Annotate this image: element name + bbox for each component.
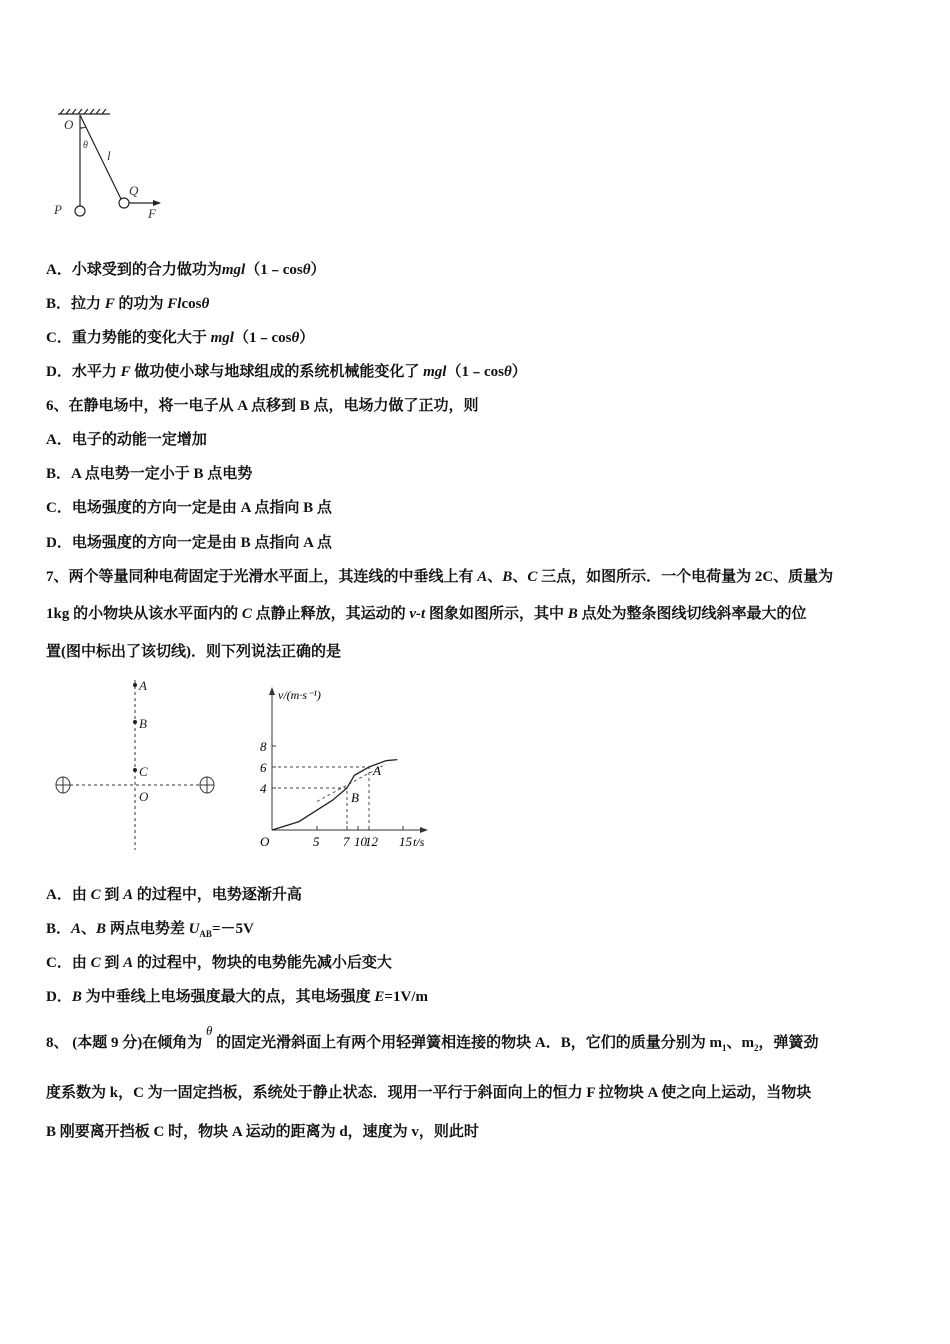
string-oq: [80, 115, 121, 199]
text-segment: C．电场强度的方向一定是由 A 点指向 B 点: [46, 500, 332, 516]
label-q: Q: [129, 183, 139, 198]
text-segment: A: [123, 887, 134, 903]
text-segment: B．拉力: [46, 296, 105, 312]
text-segment: C: [90, 955, 101, 971]
text-segment: A: [477, 569, 488, 585]
text-segment: AB: [199, 929, 212, 939]
point-label-A: A: [373, 763, 381, 778]
text-segment: F: [104, 296, 115, 312]
y-tick-label: 6: [260, 760, 267, 775]
q7-option-d: [46, 987, 428, 1007]
x-tick-label: 5: [313, 834, 320, 849]
text-segment: D．电场强度的方向一定是由 B 点指向 A 点: [46, 535, 332, 551]
point-label-B: B: [351, 790, 359, 805]
text-segment: 8、 (本题 9 分)在倾角为: [46, 1035, 206, 1051]
text-segment: （1﹣cos: [245, 262, 303, 278]
y-tick-label: 8: [260, 739, 267, 754]
label-l: l: [107, 148, 111, 163]
text-segment: 2: [753, 1043, 759, 1053]
text-segment: cos: [181, 296, 202, 312]
text-segment: 6、在静电场中，将一电子从 A 点移到 B 点，电场力做了正功，则: [46, 398, 479, 414]
text-segment: B: [567, 606, 578, 622]
q7-stem-1: [46, 567, 833, 587]
text-segment: θ: [291, 330, 300, 346]
q5-option-b: [46, 294, 209, 314]
q8-stem-1: [46, 1023, 819, 1058]
text-segment: 的固定光滑斜面上有两个用轻弹簧相连接的物块 A．B，它们的质量分别为 m: [212, 1035, 722, 1051]
text-segment: 图象如图所示，其中: [425, 606, 568, 622]
q6-stem: [46, 396, 479, 416]
text-segment: B: [502, 569, 513, 585]
text-segment: 度系数为 k，C 为一固定挡板，系统处于静止状态．现用一平行于斜面向上的恒力 F 拉物块 A 使之向上运动，当物块: [46, 1085, 812, 1101]
q7-stem-2: [46, 604, 807, 624]
x-axis-arrow-icon: [420, 827, 428, 833]
text-segment: ，弹簧劲: [758, 1035, 819, 1051]
q7-option-c: [46, 953, 392, 973]
x-axis-label: t/s: [413, 835, 425, 849]
ball-q: [119, 198, 129, 208]
text-segment: B: [71, 989, 82, 1005]
text-segment: D．: [46, 989, 72, 1005]
text-segment: U: [188, 921, 200, 937]
text-segment: 三点，如图所示．一个电荷量为 2C、质量为: [537, 569, 834, 585]
text-segment: 置(图中标出了该切线)．则下列说法正确的是: [46, 644, 341, 660]
label-o: O: [64, 117, 74, 132]
charges-figure: [40, 670, 270, 870]
q6-option-c: [46, 498, 332, 518]
plus-charge-icon: [56, 777, 70, 793]
text-segment: C: [527, 569, 538, 585]
text-segment: mgl: [423, 364, 447, 380]
text-segment: ）: [511, 364, 527, 380]
text-segment: ）: [310, 262, 326, 278]
x-tick-label: 7: [343, 834, 350, 849]
text-segment: 7、两个等量同种电荷固定于光滑水平面上，其连线的中垂线上有: [46, 569, 478, 585]
x-tick-label: 10: [354, 834, 367, 849]
text-segment: D．水平力: [46, 364, 121, 380]
point-a-label: A: [139, 678, 147, 693]
y-axis-label: v/(m·s⁻¹): [278, 688, 321, 702]
x-tick-label: 12: [365, 834, 378, 849]
text-segment: A．小球受到的合力做功为: [46, 262, 222, 278]
text-segment: A: [123, 955, 134, 971]
q7-stem-3: [46, 642, 341, 662]
text-segment: v-t: [409, 606, 426, 622]
text-segment: B: [96, 921, 107, 937]
text-segment: 点处为整条图线切线斜率最大的位: [577, 606, 807, 622]
ceiling-hatch: [60, 109, 106, 114]
text-segment: 、: [512, 569, 528, 585]
text-segment: B．A 点电势一定小于 B 点电势: [46, 466, 253, 482]
text-segment: B 刚要离开挡板 C 时，物块 A 运动的距离为 d，速度为 v，则此时: [46, 1124, 479, 1140]
pendulum-figure: [0, 0, 950, 240]
text-segment: ）: [299, 330, 315, 346]
plus-charge-icon: [200, 777, 214, 793]
y-axis-arrow-icon: [269, 687, 275, 695]
text-segment: 两点电势差: [106, 921, 189, 937]
q5-option-d: [46, 362, 527, 382]
text-segment: =－5V: [211, 921, 254, 937]
guide-line-B: [272, 788, 347, 830]
text-segment: C: [90, 887, 101, 903]
q5-option-a: [46, 260, 326, 280]
text-segment: mgl: [221, 262, 246, 278]
q8-stem-2: [46, 1083, 811, 1103]
q6-option-d: [46, 533, 332, 553]
q7-option-a: [46, 885, 302, 905]
text-segment: θ: [302, 262, 311, 278]
angle-arc: [80, 127, 86, 128]
q7-option-b: [46, 919, 254, 944]
text-segment: θ: [503, 364, 512, 380]
text-segment: Fl: [167, 296, 182, 312]
text-segment: 、: [487, 569, 503, 585]
text-segment: θ: [206, 1023, 213, 1038]
text-segment: F: [120, 364, 131, 380]
text-segment: 做功使小球与地球组成的系统机械能变化了: [130, 364, 424, 380]
text-segment: E: [374, 989, 385, 1005]
q6-option-a: [46, 430, 207, 450]
q8-stem-3: [46, 1122, 479, 1142]
label-p: P: [54, 202, 62, 217]
text-segment: =1V/m: [384, 989, 428, 1005]
text-segment: 的过程中，物块的电势能先减小后变大: [133, 955, 392, 971]
text-segment: （1﹣cos: [233, 330, 292, 346]
point-c-label: C: [139, 764, 148, 779]
text-segment: A．电子的动能一定增加: [46, 432, 207, 448]
vt-chart: [250, 675, 450, 865]
text-segment: （1﹣cos: [446, 364, 504, 380]
text-segment: 到: [100, 887, 124, 903]
text-segment: 到: [100, 955, 124, 971]
q5-option-c: [46, 328, 314, 348]
x-tick-label: 15: [399, 834, 412, 849]
q6-option-b: [46, 464, 252, 484]
point-o-label: O: [139, 789, 149, 804]
text-segment: A．由: [46, 887, 91, 903]
label-f: F: [148, 206, 156, 221]
text-segment: A: [71, 921, 82, 937]
text-segment: 的功为: [114, 296, 168, 312]
text-segment: 、m: [726, 1035, 754, 1051]
text-segment: mgl: [210, 330, 234, 346]
text-segment: C．重力势能的变化大于: [46, 330, 211, 346]
origin-label: O: [260, 834, 270, 849]
text-segment: B．: [46, 921, 72, 937]
text-segment: 为中垂线上电场强度最大的点，其电场强度: [81, 989, 375, 1005]
text-segment: θ: [201, 296, 210, 312]
label-theta: θ: [83, 140, 88, 151]
text-segment: C．由: [46, 955, 91, 971]
text-segment: 的过程中，电势逐渐升高: [133, 887, 302, 903]
ball-p: [75, 206, 85, 216]
text-segment: 点静止释放，其运动的: [251, 606, 410, 622]
text-segment: C: [241, 606, 252, 622]
text-segment: 1: [721, 1043, 727, 1053]
point-b-label: B: [139, 716, 147, 731]
text-segment: 1kg 的小物块从该水平面内的: [46, 606, 242, 622]
y-tick-label: 4: [260, 781, 267, 796]
text-segment: 、: [81, 921, 97, 937]
